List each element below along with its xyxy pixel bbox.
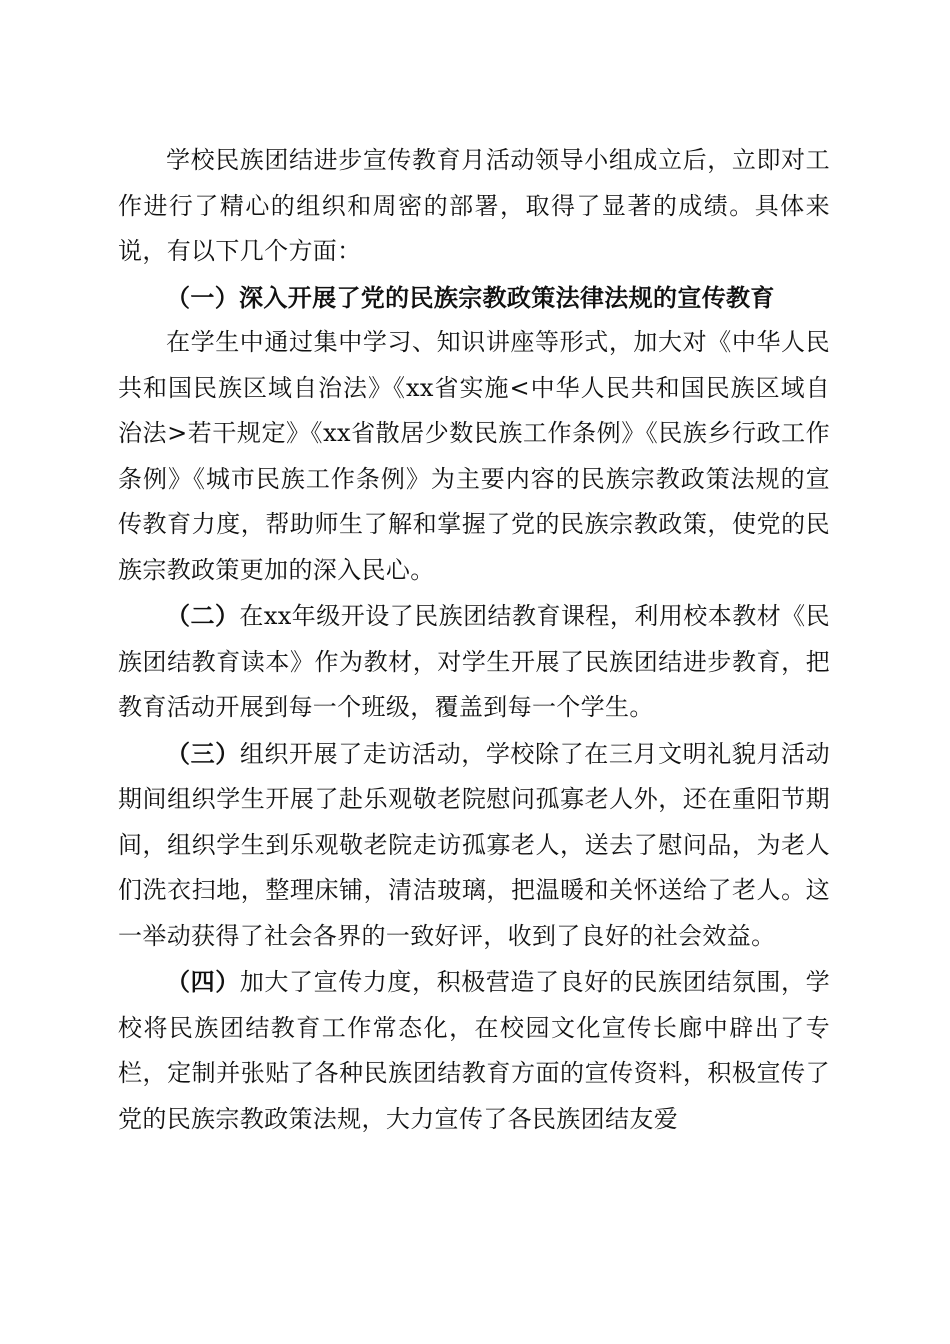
paragraph-text: 加大了宣传力度，积极营造了良好的民族团结氛围，学校将民族团结教育工作常态化，在校园文化宣传长廊中辟出了专栏，定制并张贴了各种民族团结教育方面的宣传资料，积极宣传了党的民族宗教政策法规，大力宣传了各民族团结友爱 (118, 968, 830, 1133)
document-body (118, 138, 830, 1142)
paragraph-text: 在xx年级开设了民族团结教育课程，利用校本教材《民族团结教育读本》作为教材，对学生开展了民族团结进步教育，把教育活动开展到每一个班级，覆盖到每一个学生。 (118, 602, 830, 721)
section-2-paragraph (118, 593, 830, 731)
section-heading-1 (118, 275, 830, 321)
section-3-paragraph (118, 731, 830, 960)
paragraph-text: 组织开展了走访活动，学校除了在三月文明礼貌月活动期间组织学生开展了赴乐观敬老院慰问孤寡老人外，还在重阳节期间，组织学生到乐观敬老院走访孤寡老人，送去了慰问品，为老人们洗衣扫地，整理床铺，清洁玻璃，把温暖和关怀送给了老人。这一举动获得了社会各界的一致好评，收到了良好的社会效益。 (118, 739, 830, 950)
heading-text: （一）深入开展了党的民族宗教政策法律法规的宣传教育 (166, 282, 775, 312)
section-4-paragraph (118, 959, 830, 1142)
paragraph-lead: （四） (166, 967, 240, 996)
paragraph-text: 学校民族团结进步宣传教育月活动领导小组成立后，立即对工作进行了精心的组织和周密的部署，取得了显著的成绩。具体来说，有以下几个方面： (118, 146, 830, 265)
intro-paragraph (118, 138, 830, 275)
paragraph-lead: （三） (166, 738, 240, 768)
section-1-paragraph (118, 320, 830, 593)
paragraph-lead: （二） (166, 601, 240, 630)
paragraph-text: 在学生中通过集中学习、知识讲座等形式，加大对《中华人民共和国民族区域自治法》《xx省实施<中华人民共和国民族区域自治法>若干规定》《xx省散居少数民族工作条例》《民族乡行政工作条例》《城市民族工作条例》为主要内容的民族宗教政策法规的宣传教育力度，帮助师生了解和掌握了党的民族宗教政策，使党的民族宗教政策更加的深入民心。 (118, 328, 830, 584)
